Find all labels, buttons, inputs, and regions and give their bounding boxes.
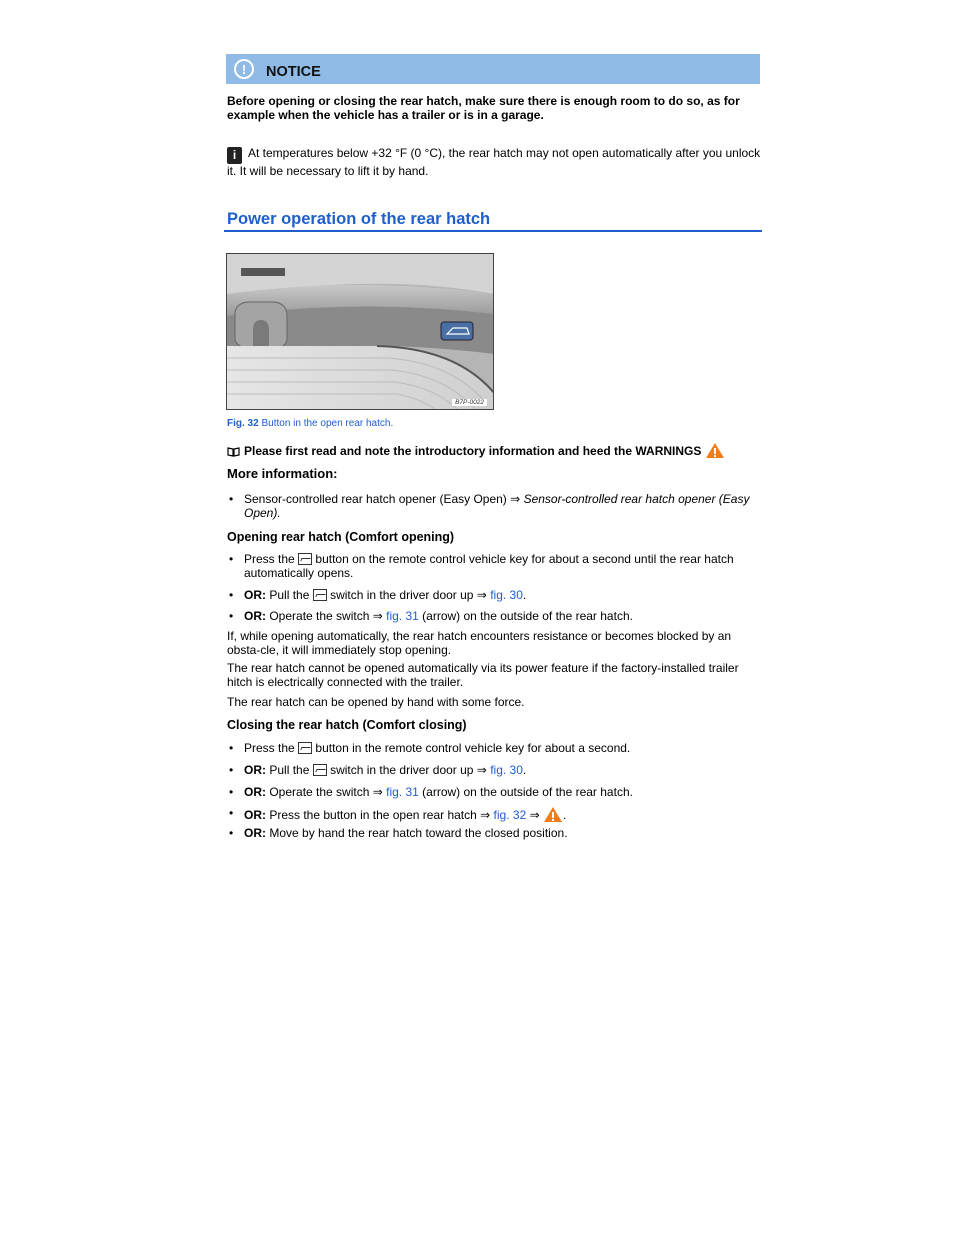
figure-caption-text: Button in the open rear hatch. [261, 418, 394, 429]
intro-text: Please first read and note the introductory information and heed the WARNINGS [244, 444, 702, 458]
figure-code: B7P-0022 [452, 399, 487, 406]
or-label: OR: [244, 763, 266, 777]
or-label: OR: [244, 609, 266, 623]
book-icon [227, 447, 240, 457]
info-note-text: At temperatures below +32 °F (0 °C), the rear hatch may not open automatically after you unlock it. It will be necessary to lift it by hand. [227, 146, 761, 178]
opening-bullet-3 [227, 609, 761, 623]
bullet-dot: • [229, 552, 234, 566]
rear-hatch-illustration [227, 254, 494, 410]
warning-triangle-icon[interactable] [543, 806, 563, 823]
closing-bullet-4: • OR: Press the button in the open rear hatch ⇒ fig. 32 ⇒ . [229, 806, 567, 822]
more-info-prefix: Sensor-controlled rear hatch opener (Easy Open) [244, 492, 507, 506]
exclamation-circle-icon: ! [234, 59, 254, 79]
closing-b1-pre: Press the [244, 741, 295, 755]
opening-b2-post: switch in the driver door up ⇒ [330, 588, 487, 602]
closing-bullet-2: • OR: Pull the switch in the driver door up ⇒ fig. 30. [229, 763, 527, 777]
closing-b2-pre: Pull the [269, 763, 310, 777]
opening-paragraph-1: If, while opening automatically, the rear hatch encounters resistance or becomes blocked by an obsta-cle, it will immediately stop opening. [227, 629, 732, 657]
section-rule [224, 230, 762, 232]
fig-32-link[interactable]: fig. 32 [493, 808, 527, 822]
rear-hatch-switch-icon [313, 764, 327, 776]
closing-bullet-1 [227, 741, 761, 755]
bullet-dot: • [229, 741, 234, 755]
or-label: OR: [244, 785, 266, 799]
notice-text: Before opening or closing the rear hatch, make sure there is enough room to do so, as for example when the vehicle has a trailer or is in a garage. [227, 94, 740, 122]
fig-31-link[interactable]: fig. 31 [386, 785, 419, 799]
closing-b2-post: switch in the driver door up ⇒ [330, 763, 487, 777]
closing-b1-post: button in the remote control vehicle key for about a second. [315, 741, 631, 755]
closing-b3-post: (arrow) on the outside of the rear hatch. [422, 785, 633, 799]
intro-line [227, 442, 761, 459]
more-info-heading: More information: [227, 466, 338, 481]
rear-hatch-switch-icon [313, 589, 327, 601]
or-label: OR: [244, 588, 266, 602]
opening-heading: Opening rear hatch (Comfort opening) [227, 530, 455, 544]
opening-b3-pre: Operate the switch ⇒ [269, 609, 383, 623]
bullet-dot: • [229, 806, 234, 820]
closing-bullet-5 [227, 826, 761, 840]
figure-rear-hatch-button [226, 253, 494, 410]
closing-b5-text: Move by hand the rear hatch toward the closed position. [269, 826, 568, 840]
opening-b2-pre: Pull the [269, 588, 310, 602]
figure-label: Fig. 32 [227, 418, 259, 429]
closing-b4-pre: Press the button in the open rear hatch ⇒ [269, 808, 491, 822]
bullet-dot: • [229, 492, 234, 506]
bullet-dot: • [229, 785, 234, 799]
bullet-dot: • [229, 826, 234, 840]
bullet-dot: • [229, 588, 234, 602]
bullet-dot: • [229, 763, 234, 777]
opening-b1-post: button on the remote control vehicle key for about a second until the rear hatch automatically opens. [244, 552, 734, 580]
closing-b4-arrow: ⇒ [529, 808, 540, 822]
notice-header [226, 54, 760, 84]
opening-b3-post: (arrow) on the outside of the rear hatch. [422, 609, 633, 623]
opening-paragraph-3: The rear hatch can be opened by hand with some force. [227, 695, 525, 709]
opening-paragraph-2: The rear hatch cannot be opened automatically via its power feature if the factory-installed trailer hitch is electrically connected with the trailer. [227, 661, 739, 689]
opening-bullet-1 [227, 552, 761, 580]
fig-31-link[interactable]: fig. 31 [386, 609, 419, 623]
notice-title: NOTICE [266, 64, 321, 80]
or-label: OR: [244, 808, 266, 822]
info-note [227, 146, 761, 178]
closing-bullet-3 [227, 785, 761, 799]
rear-hatch-key-icon [298, 742, 312, 754]
closing-b3-pre: Operate the switch ⇒ [269, 785, 383, 799]
more-info-arrow: ⇒ [510, 492, 521, 506]
info-icon: i [227, 147, 242, 164]
figure-caption [227, 418, 393, 429]
rear-hatch-key-icon [298, 553, 312, 565]
or-label: OR: [244, 826, 266, 840]
bullet-dot: • [229, 609, 234, 623]
more-info-item [227, 492, 761, 520]
opening-bullet-2: • OR: Pull the switch in the driver door up ⇒ fig. 30. [229, 588, 527, 602]
warning-triangle-icon[interactable] [705, 442, 725, 459]
fig-30-link[interactable]: fig. 30 [490, 588, 523, 602]
opening-b1-pre: Press the [244, 552, 295, 566]
section-title: Power operation of the rear hatch [227, 210, 491, 228]
closing-heading: Closing the rear hatch (Comfort closing) [227, 718, 467, 732]
more-info-link[interactable]: Sensor-controlled rear hatch opener (Easy Open). [244, 492, 750, 520]
fig-30-link[interactable]: fig. 30 [490, 763, 523, 777]
